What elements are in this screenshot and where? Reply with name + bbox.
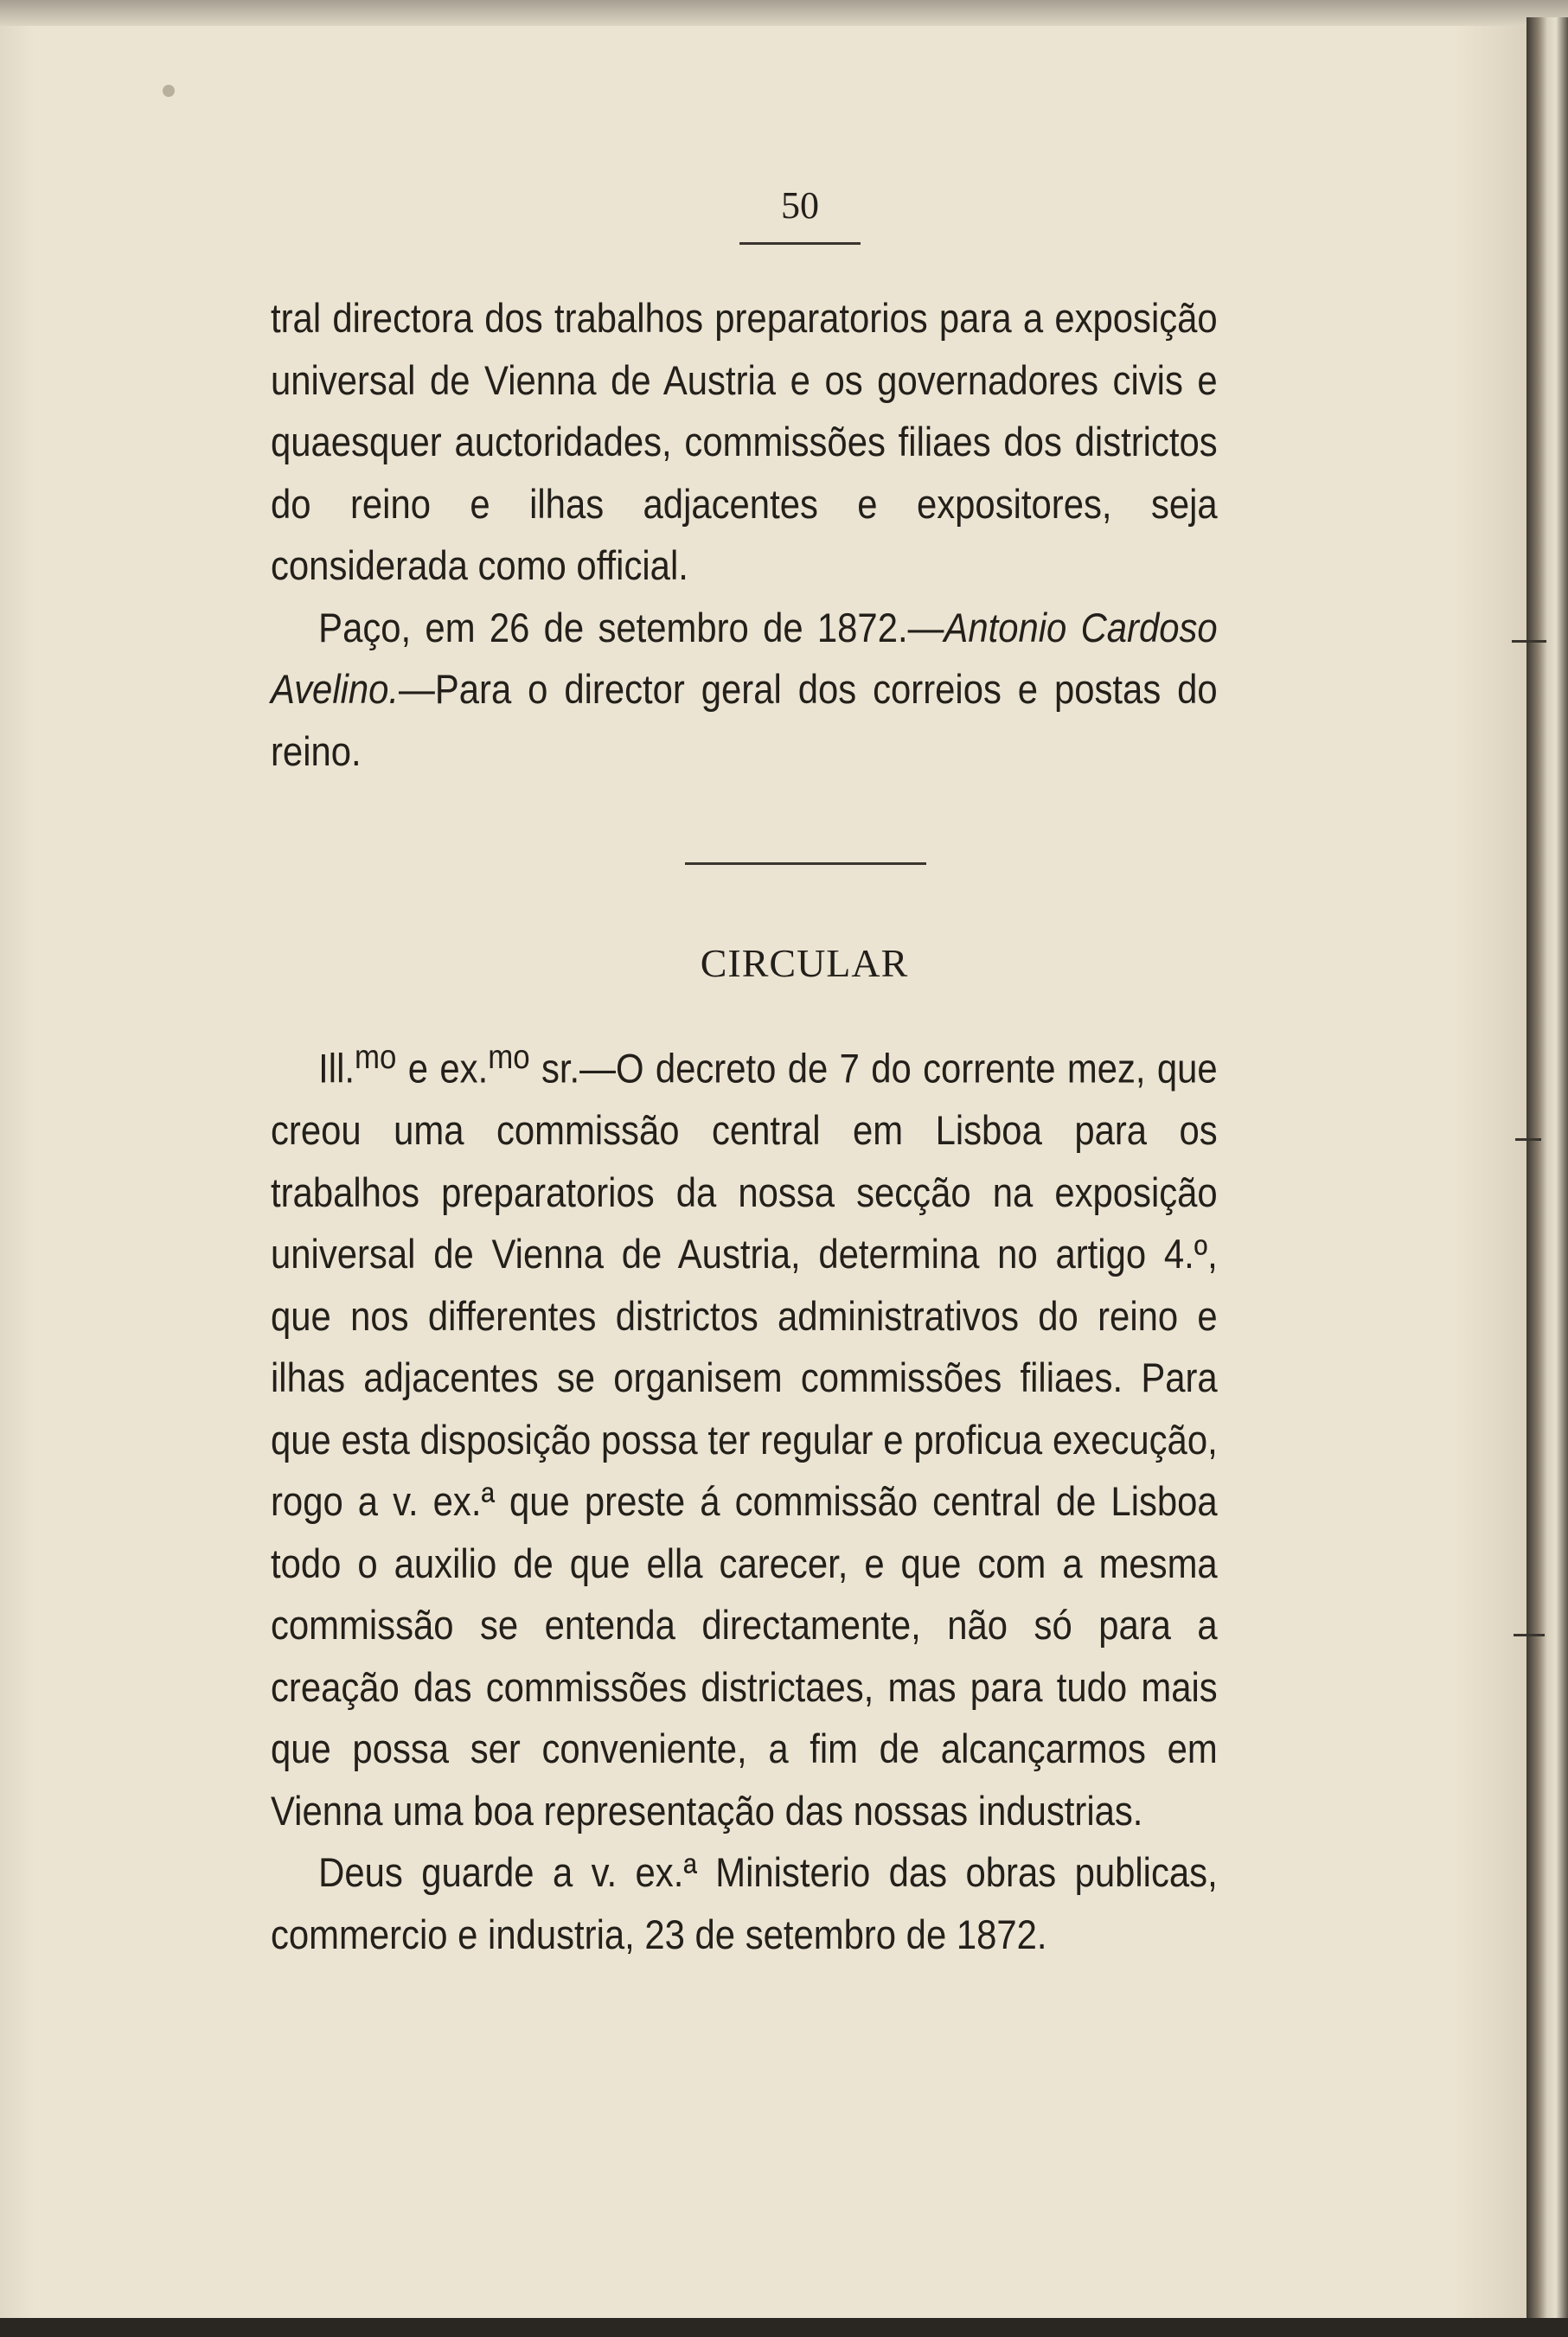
circular-body: sr.—O decreto de 7 do corrente mez, que creou uma commissão central em Lisboa para os trabalhos preparatorios da nossa secção na exposição universal de Vienna de Austria, determina no artigo 4.º, que nos differentes districtos administrativos do reino e ilhas adjacentes se organisem commissões filiaes. Para que esta disposição possa ter regular e proficua execução, rogo a v. ex.ª que preste á commissão central de Lisboa todo o auxilio de que ella carecer, e que com a mesma commissão se entenda directamente, não só para a creação das commissões districtaes, mas para tudo mais que possa ser conveniente, a fim de alcançarmos em Vienna uma boa representação das nossas industrias. [271, 1045, 1218, 1834]
salutation-ill: Ill. [318, 1045, 355, 1092]
superscript-mo: mo [488, 1039, 530, 1076]
right-page-edge [1526, 17, 1568, 2337]
bottom-background [0, 2318, 1568, 2337]
margin-mark [1512, 640, 1546, 643]
signature-name: Antonio Cardoso Avelino. [271, 604, 1218, 712]
section-heading: CIRCULAR [700, 941, 909, 985]
paragraph-signature [271, 597, 1218, 783]
section-separator [685, 862, 926, 865]
circular-paragraph [271, 1027, 1218, 1841]
addressee-line: —Para o director geral dos correios e postas do reino. [271, 666, 1218, 774]
body-text-circular [271, 1027, 1218, 1965]
page-number-rule [739, 242, 861, 245]
page-number: 50 [781, 184, 819, 227]
paragraph-continuation: tral directora dos trabalhos preparatorios para a exposição universal de Vienna de Austria e os governadores civis e quaesquer auctoridades, commissões filiaes dos districtos do reino e ilhas adjacentes e expositores, seja considerada como official. [271, 295, 1218, 588]
salutation-ex: e ex. [396, 1045, 489, 1092]
paper-spot [163, 85, 175, 97]
body-text-top [271, 287, 1218, 782]
superscript-mo: mo [355, 1039, 397, 1076]
margin-mark [1515, 1138, 1541, 1141]
margin-mark [1514, 1634, 1545, 1636]
top-page-edge [0, 0, 1568, 26]
date-line: Paço, em 26 de setembro de 1872.— [318, 604, 944, 650]
closing-paragraph: Deus guarde a v. ex.ª Ministerio das obras publicas, commercio e industria, 23 de setembro de 1872. [271, 1849, 1218, 1957]
